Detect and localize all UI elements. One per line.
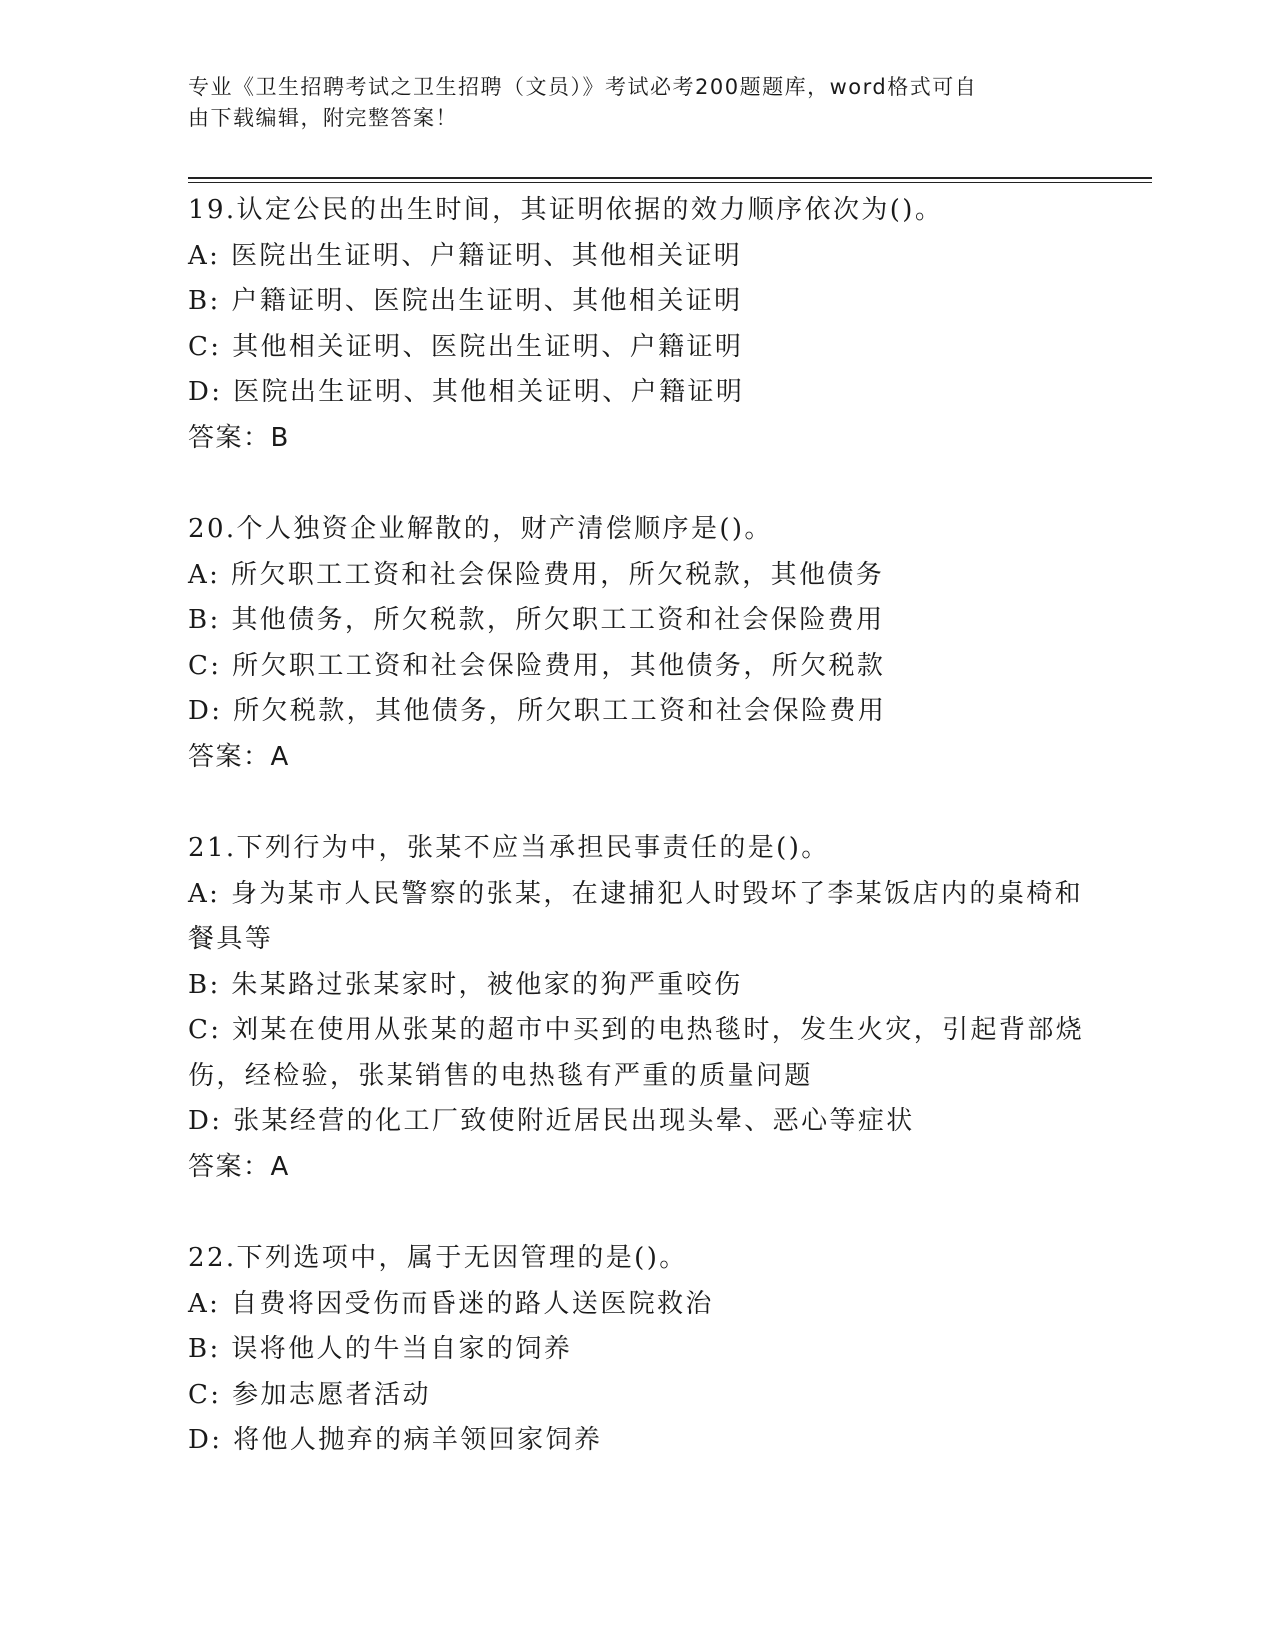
question-22 [188,1236,1088,1464]
question-stem: 21.下列行为中，张某不应当承担民事责任的是()。 [188,833,830,863]
header-divider-thick [188,177,1152,179]
header-title-line-1: 专业《卫生招聘考试之卫生招聘（文员）》考试必考200题题库，word格式可自 [188,75,978,99]
option-a: A: 身为某市人民警察的张某，在逮捕犯人时毁坏了李某饭店内的桌椅和餐具等 [188,878,1084,954]
option-d: D: 将他人抛弃的病羊领回家饲养 [188,1425,603,1455]
option-a: A: 所欠职工工资和社会保险费用，所欠税款，其他债务 [188,559,885,590]
question-stem: 19.认定公民的出生时间，其证明依据的效力顺序依次为()。 [188,195,944,225]
header-divider-thin [188,182,1152,183]
option-b: B: 户籍证明、医院出生证明、其他相关证明 [188,286,743,316]
header-title-line-2: 由下载编辑，附完整答案！ [188,106,458,130]
answer-text: 答案：A [188,741,290,772]
option-a: A: 医院出生证明、户籍证明、其他相关证明 [188,240,743,271]
document-header [188,72,1068,134]
question-list [188,188,1088,1510]
question-19 [188,188,1088,461]
option-d: D: 所欠税款，其他债务，所欠职工工资和社会保险费用 [188,696,887,726]
option-a: A: 自费将因受伤而昏迷的路人送医院救治 [188,1288,714,1319]
option-d: D: 医院出生证明、其他相关证明、户籍证明 [188,377,745,407]
answer-text: 答案：B [188,422,290,453]
option-b: B: 朱某路过张某家时，被他家的狗严重咬伤 [188,969,743,1000]
option-c: C: 其他相关证明、医院出生证明、户籍证明 [188,331,744,362]
question-21 [188,826,1088,1190]
answer-text: 答案：A [188,1151,290,1182]
option-c: C: 刘某在使用从张某的超市中买到的电热毯时，发生火灾，引起背部烧伤，经检验，张某销售的电热毯有严重的质量问题 [188,1015,1085,1091]
option-d: D: 张某经营的化工厂致使附近居民出现头晕、恶心等症状 [188,1106,915,1136]
question-20 [188,507,1088,780]
option-c: C: 所欠职工工资和社会保险费用，其他债务，所欠税款 [188,650,886,681]
question-stem: 20.个人独资企业解散的，财产清偿顺序是()。 [188,514,773,544]
option-b: B: 误将他人的牛当自家的饲养 [188,1334,573,1364]
option-b: B: 其他债务，所欠税款，所欠职工工资和社会保险费用 [188,605,885,635]
question-stem: 22.下列选项中，属于无因管理的是()。 [188,1243,688,1273]
option-c: C: 参加志愿者活动 [188,1379,431,1410]
